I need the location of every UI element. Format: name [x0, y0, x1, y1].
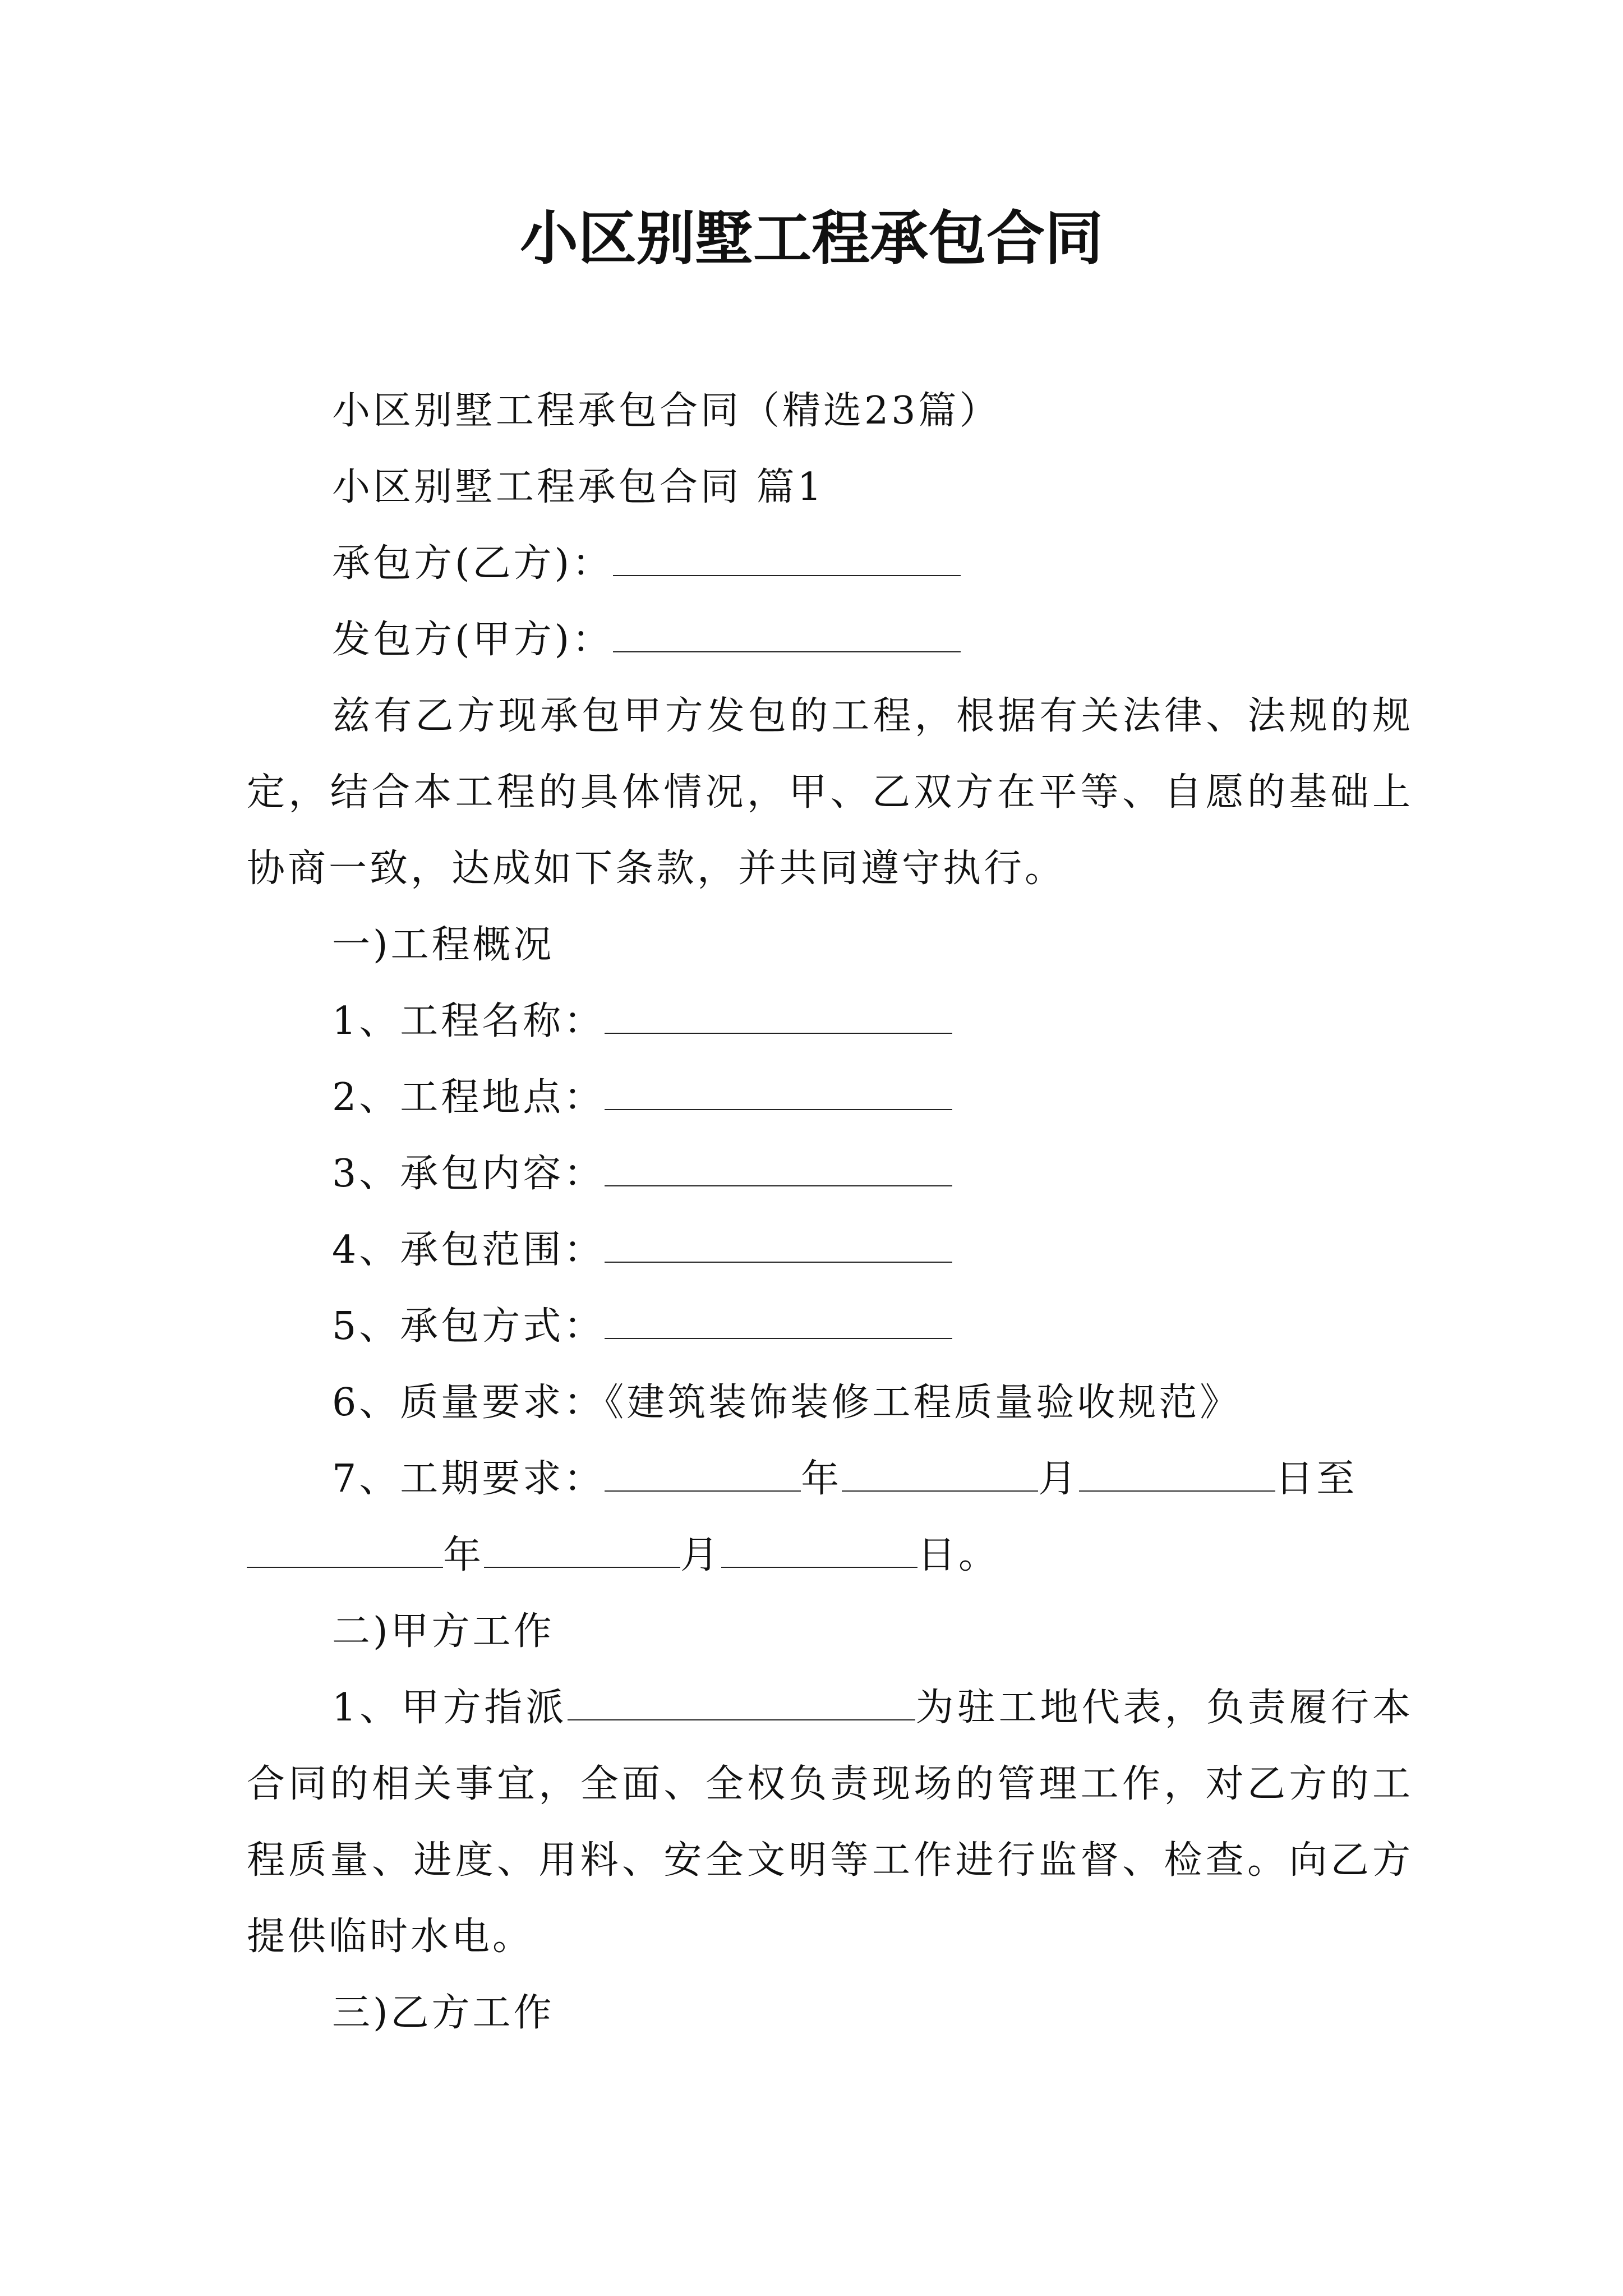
item-contract-scope — [247, 1212, 1413, 1289]
client-label: 发包方(甲方)： — [332, 618, 614, 662]
item1-label: 1、工程名称： — [332, 999, 605, 1043]
item-schedule-line1 — [247, 1441, 1413, 1517]
document-title: 小区别墅工程承包合同 — [519, 204, 1103, 273]
item3-blank — [605, 1152, 952, 1186]
subtitle: 小区别墅工程承包合同（精选23篇） — [332, 389, 1000, 433]
item5-blank — [605, 1304, 952, 1339]
end-year-blank — [247, 1533, 443, 1568]
client-blank — [613, 618, 961, 652]
item-schedule-line2 — [247, 1517, 1413, 1594]
start-month-blank — [842, 1457, 1038, 1492]
item-contract-method — [247, 1289, 1413, 1365]
item7-label: 7、工期要求： — [332, 1457, 605, 1501]
start-day-label: 日至 — [1275, 1457, 1358, 1501]
site-representative-blank — [568, 1686, 915, 1720]
item5-label: 5、承包方式： — [332, 1304, 605, 1349]
section-heading: 小区别墅工程承包合同 篇1 — [332, 465, 824, 509]
start-month-label: 月 — [1038, 1457, 1080, 1501]
end-month-label: 月 — [680, 1533, 722, 1577]
item2-label: 2、工程地点： — [332, 1075, 605, 1120]
intro-paragraph: 兹有乙方现承包甲方发包的工程，根据有关法律、法规的规定，结合本工程的具体情况，甲、乙双方在平等、自愿的基础上协商一致，达成如下条款，并共同遵守执行。 — [247, 694, 1413, 891]
client-line — [247, 602, 1413, 678]
part3-heading: 三)乙方工作 — [332, 1991, 555, 2035]
document-body — [247, 373, 1413, 2051]
contractor-blank — [613, 541, 961, 576]
part2-item1-text: 为驻工地代表，负责履行本合同的相关事宜，全面、全权负责现场的管理工作，对乙方的工程质量、进度、用料、安全文明等工作进行监督、检查。向乙方提供临时水电。 — [247, 1686, 1413, 1959]
end-year-label: 年 — [443, 1533, 485, 1577]
item2-blank — [605, 1075, 952, 1110]
start-day-blank — [1079, 1457, 1275, 1492]
start-year-blank — [605, 1457, 801, 1492]
item-contract-content — [247, 1136, 1413, 1212]
contractor-line — [247, 526, 1413, 602]
end-day-label: 日。 — [917, 1533, 1000, 1577]
item-quality-requirement: 6、质量要求：《建筑装饰装修工程质量验收规范》 — [332, 1381, 1241, 1425]
part2-item1-prefix: 1、甲方指派 — [332, 1686, 568, 1730]
part2-item1-paragraph — [247, 1670, 1413, 1975]
part2-heading: 二)甲方工作 — [332, 1609, 555, 1654]
item-project-name — [247, 983, 1413, 1060]
item1-blank — [605, 999, 952, 1034]
end-day-blank — [721, 1533, 917, 1568]
contractor-label: 承包方(乙方)： — [332, 541, 614, 586]
item4-label: 4、承包范围： — [332, 1228, 605, 1272]
part1-heading: 一)工程概况 — [332, 923, 555, 967]
item3-label: 3、承包内容： — [332, 1152, 605, 1196]
item4-blank — [605, 1228, 952, 1263]
end-month-blank — [484, 1533, 680, 1568]
item-project-location — [247, 1060, 1413, 1136]
start-year-label: 年 — [801, 1457, 842, 1501]
